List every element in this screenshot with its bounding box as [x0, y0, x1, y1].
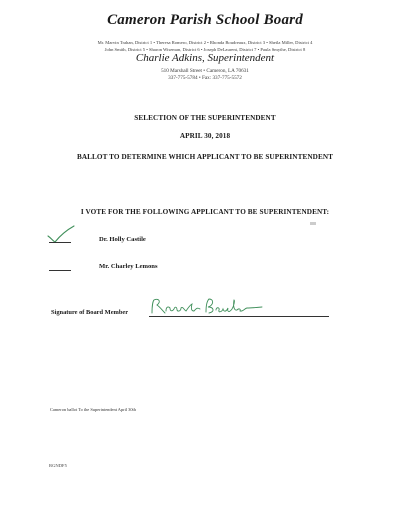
- vote-heading: I VOTE FOR THE FOLLOWING APPLICANT TO BE SUPERINTENDENT:: [80, 208, 330, 216]
- board-members-line-2: John Smith, District 5 • Sharon Wiseman, District 6 • Joseph DeLaurent, District 7 • Paula Smythe, District 8: [104, 47, 306, 52]
- ballot-subtitle: BALLOT TO DETERMINE WHICH APPLICANT TO BE SUPERINTENDENT: [76, 153, 334, 161]
- phone-fax: 337-775-5784 • Fax: 337-775-5572: [168, 75, 242, 81]
- candidate-lemons: Mr. Charley Lemons: [99, 263, 158, 270]
- ballot-date: APRIL 30, 2018: [179, 132, 231, 140]
- handwritten-signature: [148, 296, 268, 318]
- org-name: Cameron Parish School Board: [107, 12, 303, 28]
- vote-blank-lemons[interactable]: [49, 270, 71, 271]
- document-code: RGNDF5: [49, 463, 67, 468]
- footer-note: Cameron ballot To the Superintendent April 30th: [50, 407, 136, 412]
- ballot-title: SELECTION OF THE SUPERINTENDENT: [134, 114, 276, 122]
- scan-artifact: [310, 222, 316, 225]
- address: 510 Marshall Street • Cameron, LA 70631: [161, 68, 249, 74]
- vote-blank-castile[interactable]: [49, 242, 71, 243]
- signature-label: Signature of Board Member: [51, 309, 129, 316]
- superintendent-name: Charlie Adkins, Superintendent: [135, 52, 275, 64]
- checkmark-icon: [45, 225, 75, 243]
- board-members-line-1: Mr. Marvin Trahan, District 1 • Theresa Romero, District 2 • Rhonda Boudreaux, District 3 • Sheila Miller, District 4: [97, 40, 313, 45]
- candidate-castile: Dr. Holly Castile: [99, 236, 146, 243]
